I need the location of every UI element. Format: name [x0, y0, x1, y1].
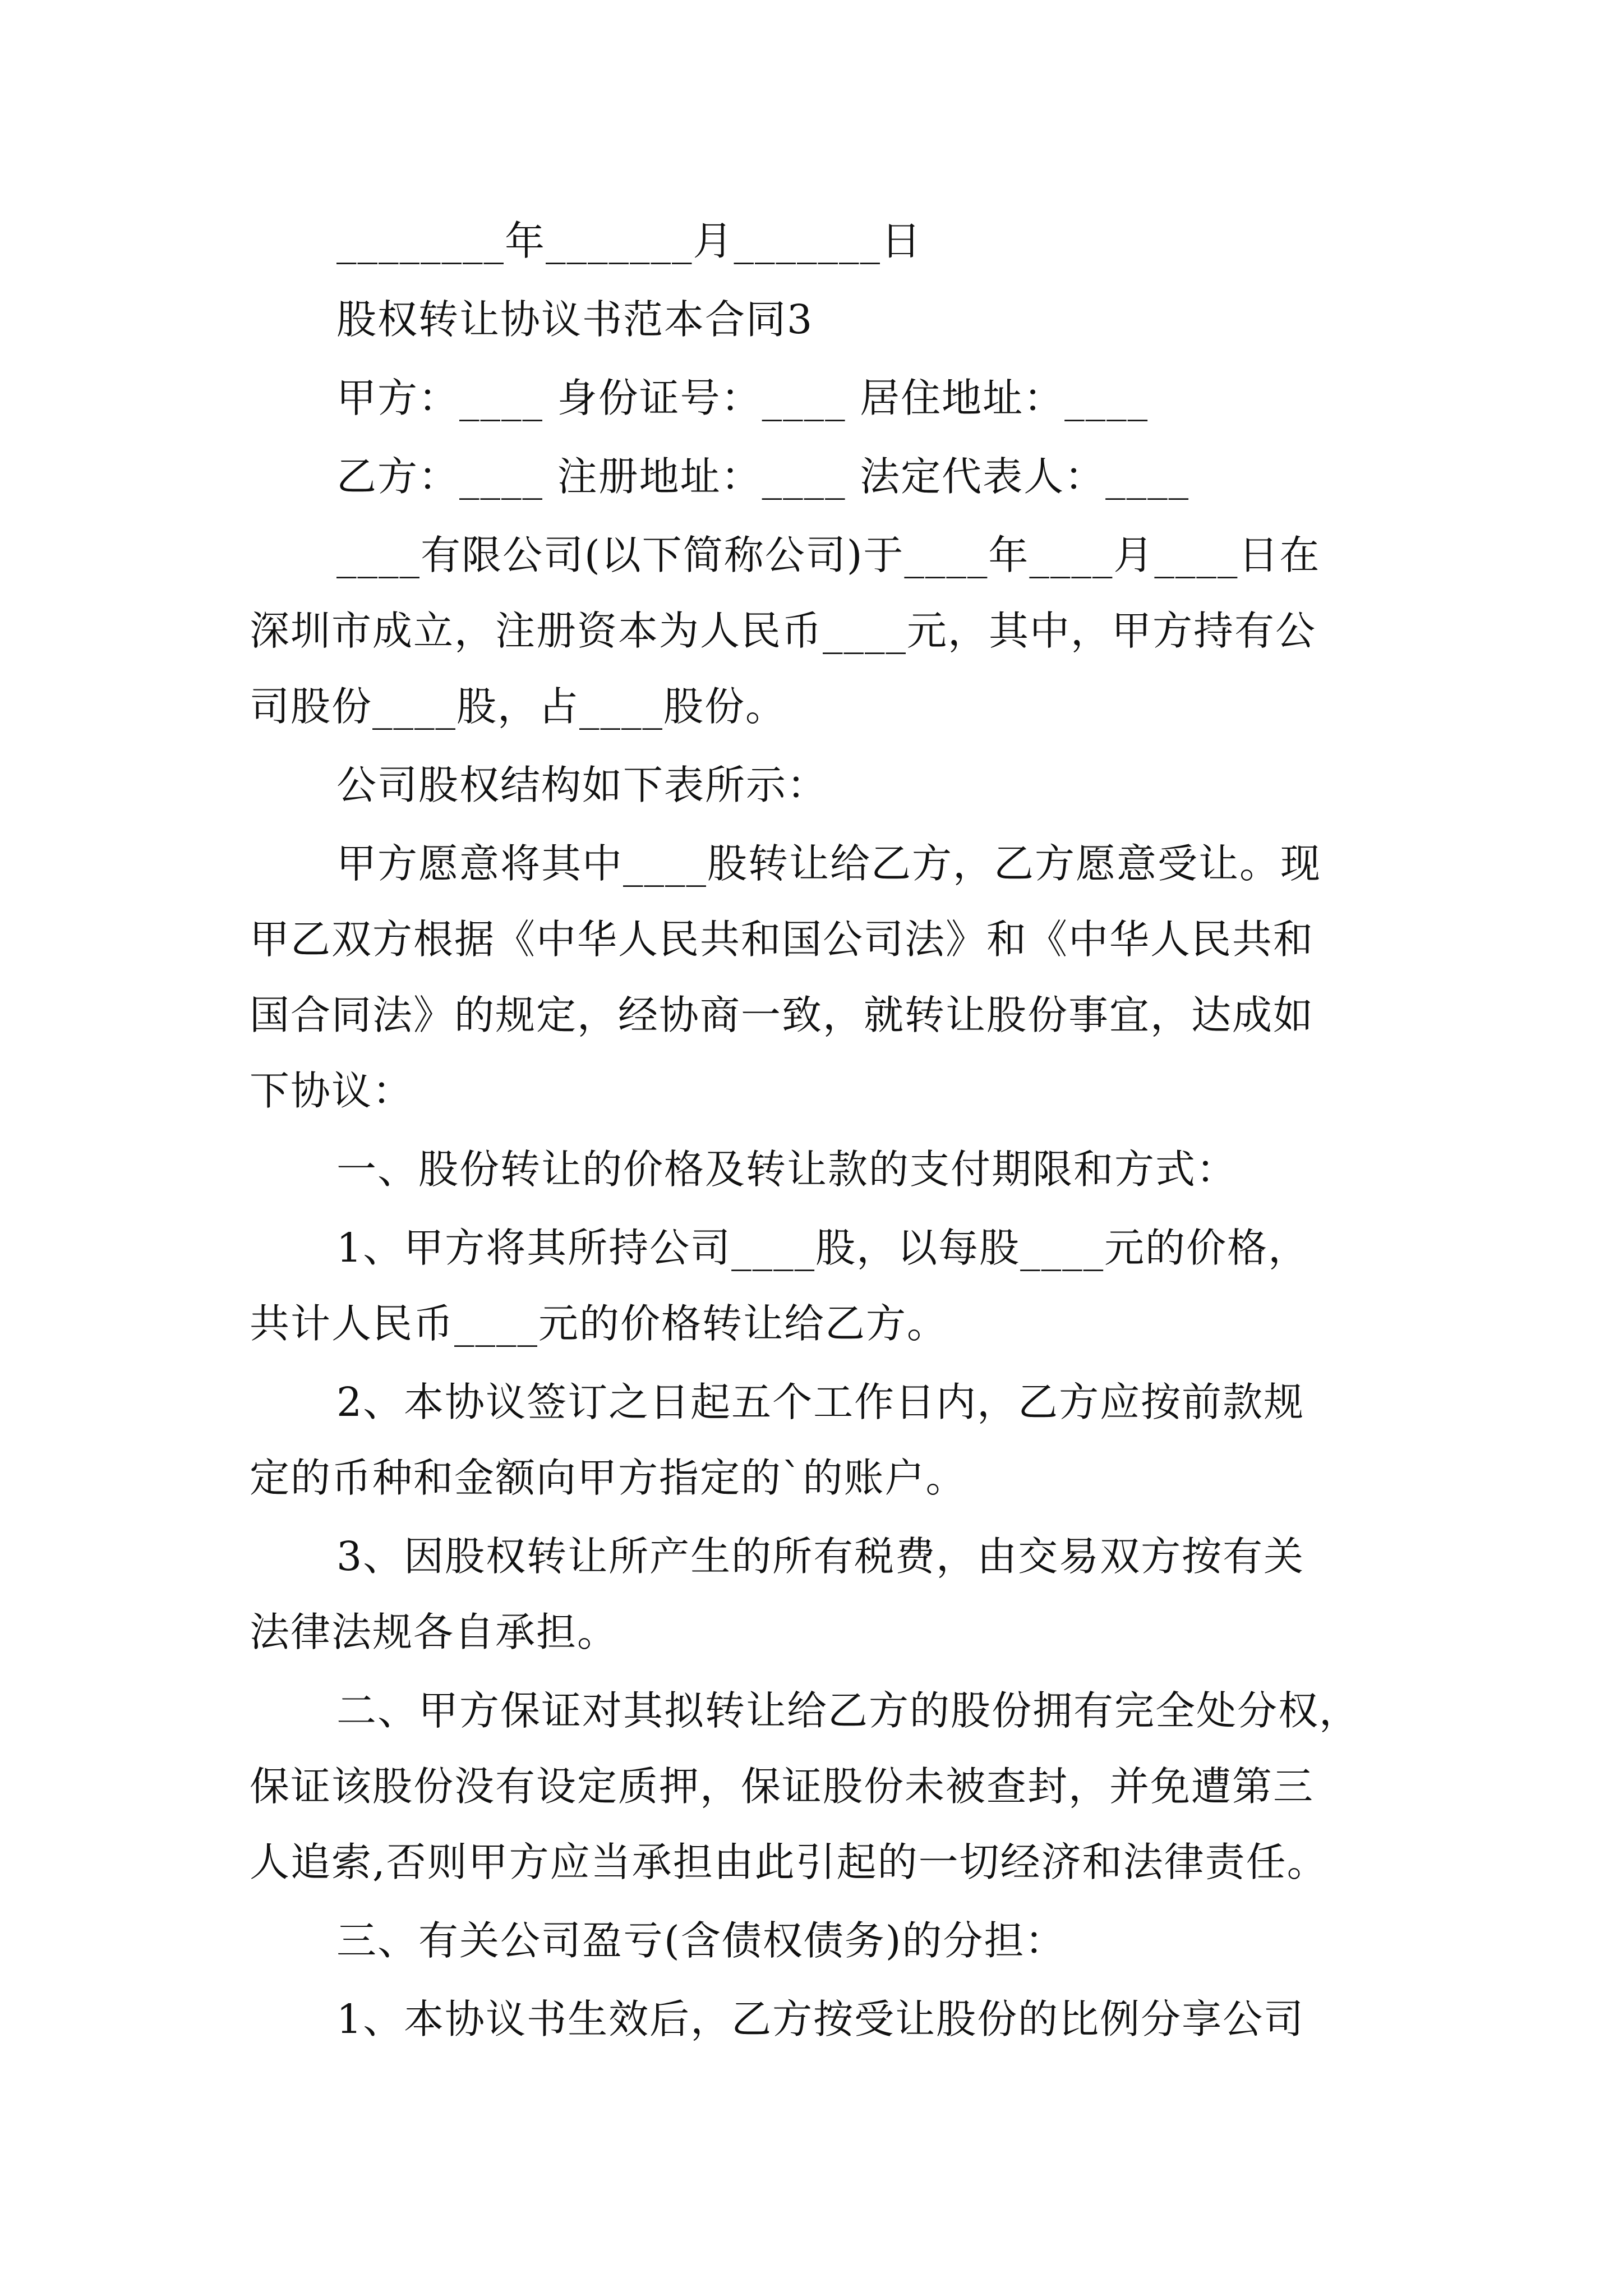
- paragraph-line: 法律法规各自承担。: [250, 1609, 619, 1655]
- paragraph-line: 保证该股份没有设定质押，保证股份未被查封，并免遭第三: [250, 1763, 1315, 1810]
- party-a-line: 甲方：____ 身份证号：____ 居住地址：____: [336, 375, 1149, 421]
- paragraph-line: 共计人民币____元的价格转让给乙方。: [250, 1300, 948, 1347]
- paragraph-line: 2、本协议签订之日起五个工作日内，乙方应按前款规: [336, 1379, 1305, 1425]
- paragraph-line: 司股份____股，占____股份。: [250, 683, 787, 730]
- section-heading: 三、有关公司盈亏(含债权债务)的分担：: [336, 1917, 1066, 1964]
- paragraph-line: 甲乙双方根据《中华人民共和国公司法》和《中华人民共和: [250, 916, 1315, 963]
- paragraph-line: 3、因股权转让所产生的所有税费，由交易双方按有关: [336, 1533, 1305, 1580]
- document-title: 股权转让协议书范本合同3: [336, 296, 814, 343]
- paragraph-line: 人追索,否则甲方应当承担由此引起的一切经济和法律责任。: [250, 1839, 1328, 1885]
- paragraph-line: 1、甲方将其所持公司____股，以每股____元的价格，: [336, 1225, 1310, 1271]
- paragraph-line: 甲方愿意将其中____股转让给乙方，乙方愿意受让。现: [336, 840, 1322, 887]
- paragraph-line: 1、本协议书生效后，乙方按受让股份的比例分享公司: [336, 1996, 1305, 2042]
- paragraph-line: 公司股权结构如下表所示：: [336, 762, 828, 808]
- paragraph-line: 深圳市成立，注册资本为人民币____元，其中，甲方持有公: [250, 608, 1317, 654]
- paragraph-line: ____有限公司(以下简称公司)于____年____月____日在: [336, 532, 1321, 578]
- paragraph-line: 国合同法》的规定，经协商一致，就转让股份事宜，达成如: [250, 992, 1315, 1038]
- paragraph-line: 定的币种和金额向甲方指定的`的账户。: [250, 1455, 967, 1501]
- paragraph-line: 下协议：: [250, 1068, 414, 1114]
- section-heading: 二、甲方保证对其拟转让给乙方的股份拥有完全处分权，: [336, 1687, 1361, 1734]
- section-heading: 一、股份转让的价格及转让款的支付期限和方式：: [336, 1146, 1238, 1193]
- party-b-line: 乙方：____ 注册地址：____ 法定代表人：____: [336, 453, 1190, 500]
- date-line: ________年_______月_______日: [336, 218, 923, 264]
